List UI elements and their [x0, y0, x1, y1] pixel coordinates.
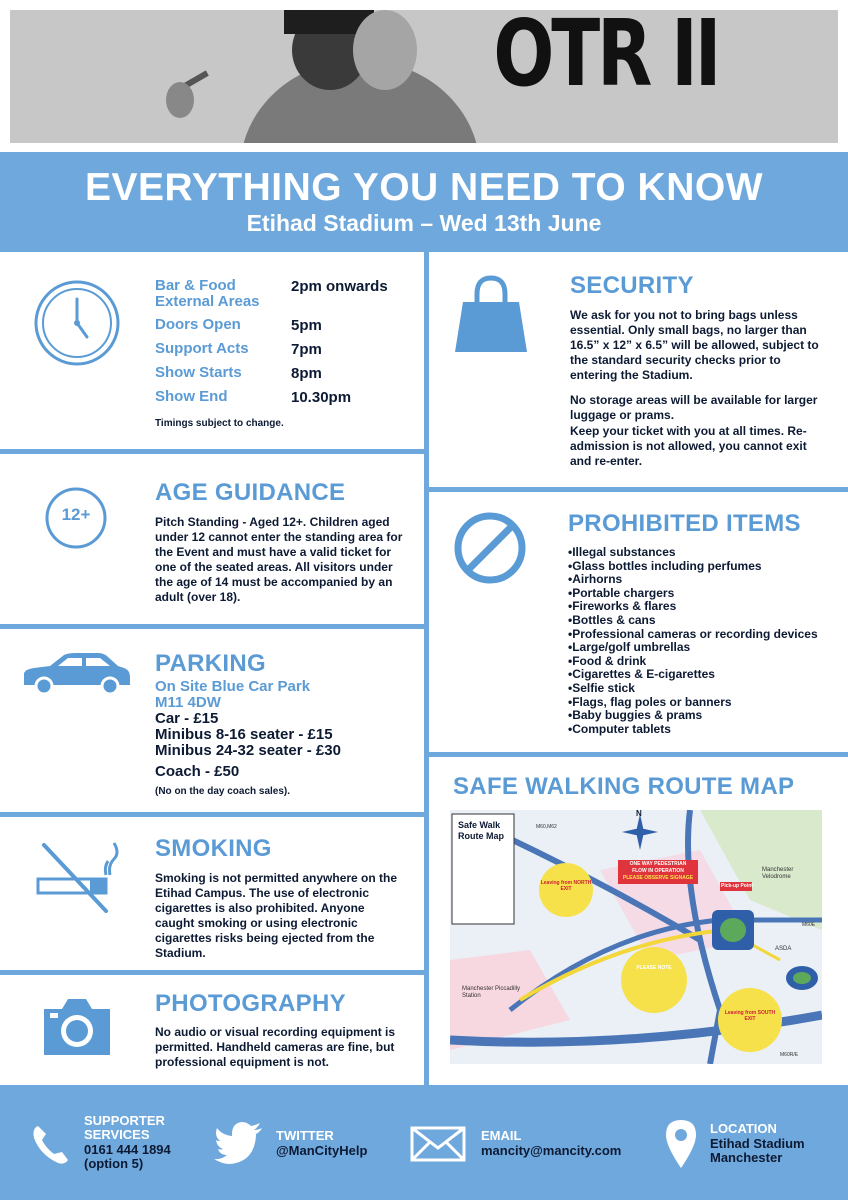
map-velodrome-1: Manchester	[762, 867, 794, 873]
list-item: • Airhorns	[568, 573, 838, 587]
timing-label: Bar & Food External Areas	[155, 277, 260, 310]
map-illustration	[450, 810, 822, 1064]
email-value[interactable]: mancity@mancity.com	[481, 1143, 622, 1158]
map-bubble-north: Leaving from NORTH EXIT	[540, 880, 592, 892]
list-item: • Selfie stick	[568, 682, 838, 696]
list-item: • Illegal substances	[568, 546, 838, 560]
hero-band	[0, 0, 848, 152]
list-item: • Baby buggies & prams	[568, 709, 838, 723]
parking-price: Minibus 8-16 seater - £15	[155, 726, 333, 743]
map-road-label: M60E	[802, 922, 816, 928]
smoking-panel	[0, 817, 424, 970]
timing-label: Support Acts	[155, 340, 249, 357]
security-text-1: We ask for you not to bring bags unless essential. Only small bags, no larger than 16.5” x 12” x 6.5” will be allowed, subject to the standard security checks prior to entering the Stadium.	[570, 308, 819, 382]
support-option: (option 5)	[84, 1156, 144, 1171]
timing-row	[155, 278, 415, 312]
list-item: • Fireworks & flares	[568, 600, 838, 614]
list-item: • Cigarettes & E-cigarettes	[568, 668, 838, 682]
parking-price: Car - £15	[155, 710, 219, 727]
location-pin-icon	[664, 1118, 698, 1170]
list-item: • Food & drink	[568, 655, 838, 669]
email-label: EMAIL	[481, 1128, 522, 1143]
location-line-1: Etihad Stadium	[710, 1136, 805, 1151]
prohibited-icon	[453, 511, 527, 585]
timing-value: 8pm	[291, 365, 322, 382]
timing-value: 7pm	[291, 341, 322, 358]
email-envelope-icon	[410, 1126, 466, 1162]
map-north-label: N	[636, 810, 642, 818]
map-legend-title-1: Safe Walk	[458, 820, 501, 830]
parking-coach: Coach - £50	[155, 763, 240, 780]
map-pickup-label: Pick-up Point	[721, 883, 753, 889]
list-item: • Professional cameras or recording devices	[568, 628, 838, 642]
timing-value: 5pm	[291, 317, 322, 334]
location-line-2: Manchester	[710, 1150, 783, 1165]
page-subtitle: Etihad Stadium – Wed 13th June	[246, 210, 602, 236]
map-piccadilly-1: Manchester Piccadilly	[462, 986, 521, 992]
support-phone[interactable]: 0161 444 1894	[84, 1142, 171, 1157]
timings-note: Timings subject to change.	[155, 418, 284, 429]
map-road-label: M60R/E	[780, 1052, 799, 1058]
map-banner-line: ONE WAY PEDESTRIAN	[629, 861, 687, 867]
parking-heading: PARKING	[155, 650, 266, 677]
timings-panel	[0, 252, 424, 449]
age-heading: AGE GUIDANCE	[155, 479, 346, 506]
age-text: Pitch Standing - Aged 12+. Children aged under 12 cannot enter the standing area for the Event and must have a valid ticket for one of the seated areas. All visitors under the age of 14 must be accompanied by an adult (over 18).	[155, 515, 403, 604]
list-item: • Bottles & cans	[568, 614, 838, 628]
timing-label: Doors Open	[155, 316, 241, 333]
map-velodrome-2: Velodrome	[762, 874, 791, 880]
list-item: • Computer tablets	[568, 723, 838, 737]
security-panel	[429, 252, 848, 487]
map-banner-line: FLOW IN OPERATION	[632, 868, 684, 874]
smoking-text: Smoking is not permitted anywhere on the Etihad Campus. The use of electronic cigarettes is also prohibited. Anyone caught smoking or using electronic cigarettes risks being ejected from the Stadium.	[155, 871, 398, 960]
map-note-label: PLEASE NOTE	[636, 965, 672, 971]
list-item: • Large/golf umbrellas	[568, 641, 838, 655]
smoking-heading: SMOKING	[155, 835, 272, 862]
twitter-bird-icon	[214, 1122, 264, 1164]
prohibited-heading: PROHIBITED ITEMS	[568, 510, 801, 537]
location-label: LOCATION	[710, 1121, 777, 1136]
no-smoking-icon	[34, 839, 120, 915]
list-item: • Portable chargers	[568, 587, 838, 601]
map-asda-label: ASDA	[775, 946, 792, 952]
photography-panel	[0, 975, 424, 1085]
map-banner-line: PLEASE OBSERVE SIGNAGE	[622, 875, 694, 881]
map-panel	[429, 757, 848, 1085]
car-icon	[20, 651, 132, 695]
timing-label: Show Starts	[155, 364, 242, 381]
parking-note: (No on the day coach sales).	[155, 786, 291, 797]
tour-title: OTR II	[493, 0, 718, 107]
list-item: • Flags, flag poles or banners	[568, 696, 838, 710]
prohibited-list	[568, 546, 838, 736]
twitter-label: TWITTER	[276, 1128, 334, 1143]
camera-icon	[40, 995, 114, 1059]
photography-heading: PHOTOGRAPHY	[155, 990, 346, 1017]
prohibited-panel	[429, 492, 848, 752]
timing-label: Show End	[155, 388, 228, 405]
security-text-2: No storage areas will be available for larger luggage or prams.	[570, 393, 818, 422]
support-label-1: SUPPORTER	[84, 1113, 165, 1128]
phone-icon	[30, 1122, 70, 1166]
walking-route-map	[450, 810, 822, 1064]
timing-value: 10.30pm	[291, 389, 352, 406]
list-item: • Glass bottles including perfumes	[568, 560, 838, 574]
clock-icon	[33, 279, 121, 367]
map-heading: SAFE WALKING ROUTE MAP	[453, 773, 795, 800]
twitter-handle[interactable]: @ManCityHelp	[276, 1143, 368, 1158]
parking-location-1: On Site Blue Car Park	[155, 678, 311, 695]
map-legend-title-2: Route Map	[458, 831, 504, 841]
timing-value: 2pm onwards	[291, 278, 388, 295]
parking-location-2: M11 4DW	[155, 694, 221, 711]
parking-panel	[0, 629, 424, 812]
security-text-3: Keep your ticket with you at all times. Re-admission is not allowed, you cannot exit and re-enter.	[570, 424, 807, 468]
map-road-label: M60,M62	[536, 824, 557, 830]
handbag-icon	[453, 274, 529, 356]
support-label-2: SERVICES	[84, 1127, 150, 1142]
map-piccadilly-2: Station	[462, 993, 481, 999]
page-title: EVERYTHING YOU NEED TO KNOW	[84, 166, 764, 209]
parking-price: Minibus 24-32 seater - £30	[155, 742, 341, 759]
map-banner	[618, 861, 698, 882]
photography-text: No audio or visual recording equipment is permitted. Handheld cameras are fine, but professional equipment is not.	[155, 1025, 396, 1069]
map-bubble-south: Leaving from SOUTH EXIT	[724, 1010, 776, 1022]
security-heading: SECURITY	[570, 272, 694, 299]
age-badge-text: 12+	[61, 505, 91, 524]
age-panel	[0, 454, 424, 624]
